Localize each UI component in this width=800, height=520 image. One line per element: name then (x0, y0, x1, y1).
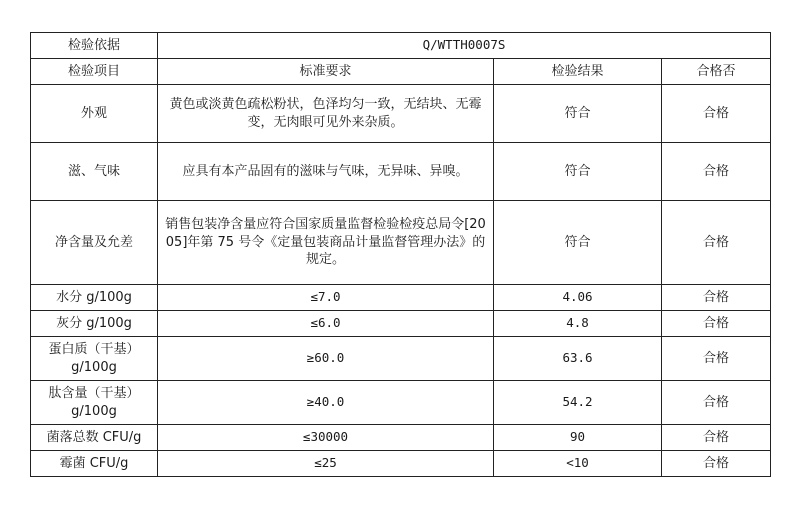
table-row (31, 85, 771, 143)
row-requirement (158, 201, 494, 285)
header-item: 检验项目 (31, 59, 158, 85)
row-result: 54.2 (494, 381, 662, 425)
row-result: 符合 (494, 85, 662, 143)
row-item: 蛋白质（干基）g/100g (31, 337, 158, 381)
row-requirement-text: 销售包装净含量应符合国家质量监督检验检疫总局令[2005]年第 75 号令《定量包装商品计量监督管理办法》的规定。 (165, 217, 486, 268)
row-result: 4.8 (494, 311, 662, 337)
row-requirement (158, 85, 494, 143)
basis-row (31, 33, 771, 59)
row-item: 霉菌 CFU/g (31, 451, 158, 477)
row-item: 外观 (31, 85, 158, 143)
row-requirement: ≤6.0 (158, 311, 494, 337)
row-result: 符合 (494, 143, 662, 201)
row-result: 4.06 (494, 285, 662, 311)
header-result: 检验结果 (494, 59, 662, 85)
table-row (31, 451, 771, 477)
row-conformity: 合格 (662, 425, 771, 451)
header-requirement: 标准要求 (158, 59, 494, 85)
header-row (31, 59, 771, 85)
row-item: 菌落总数 CFU/g (31, 425, 158, 451)
row-requirement: ≤7.0 (158, 285, 494, 311)
row-item: 肽含量（干基）g/100g (31, 381, 158, 425)
row-result: <10 (494, 451, 662, 477)
row-requirement: ≥60.0 (158, 337, 494, 381)
row-conformity: 合格 (662, 451, 771, 477)
row-conformity: 合格 (662, 381, 771, 425)
row-result: 90 (494, 425, 662, 451)
row-requirement: ≥40.0 (158, 381, 494, 425)
inspection-report-table (30, 32, 771, 477)
row-requirement-text: 应具有本产品固有的滋味与气味，无异味、异嗅。 (182, 163, 469, 179)
row-requirement-text: 黄色或淡黄色疏松粉状，色泽均匀一致，无结块、无霉变，无肉眼可见外来杂质。 (169, 96, 482, 130)
basis-value: Q/WTTH0007S (158, 33, 771, 59)
row-conformity: 合格 (662, 201, 771, 285)
row-result: 符合 (494, 201, 662, 285)
row-conformity: 合格 (662, 285, 771, 311)
row-conformity: 合格 (662, 337, 771, 381)
basis-label: 检验依据 (31, 33, 158, 59)
table-row (31, 425, 771, 451)
table-row (31, 285, 771, 311)
table-row (31, 143, 771, 201)
row-result: 63.6 (494, 337, 662, 381)
row-conformity: 合格 (662, 143, 771, 201)
table-row (31, 381, 771, 425)
header-conformity: 合格否 (662, 59, 771, 85)
row-requirement (158, 143, 494, 201)
table-row (31, 201, 771, 285)
table-row (31, 337, 771, 381)
table-row (31, 311, 771, 337)
row-conformity: 合格 (662, 311, 771, 337)
row-item: 净含量及允差 (31, 201, 158, 285)
row-conformity: 合格 (662, 85, 771, 143)
row-item: 水分 g/100g (31, 285, 158, 311)
row-requirement: ≤25 (158, 451, 494, 477)
row-item: 灰分 g/100g (31, 311, 158, 337)
row-item: 滋、气味 (31, 143, 158, 201)
row-requirement: ≤30000 (158, 425, 494, 451)
